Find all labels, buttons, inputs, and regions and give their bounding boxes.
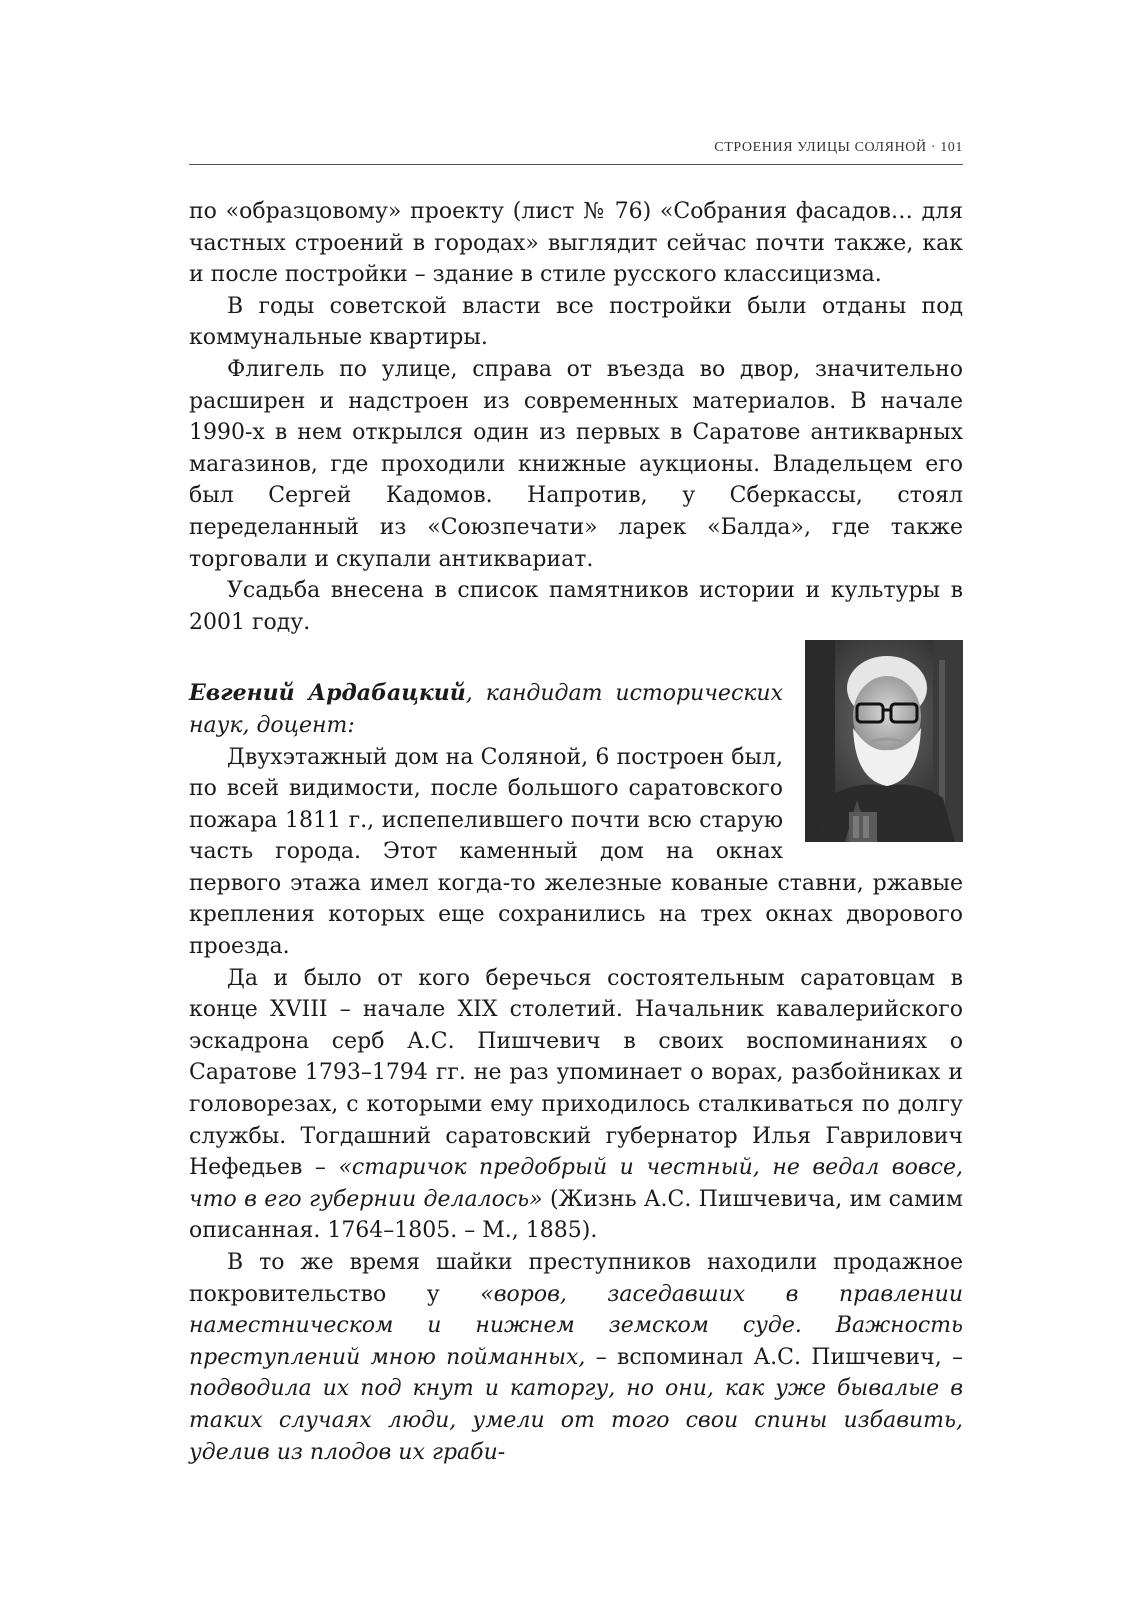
page-body — [189, 196, 963, 1468]
paragraph-text: (Жизнь А.С. Пишчевича, им самим описанная. 1764–1805. – М., 1885). — [189, 1186, 963, 1244]
paragraph-text: Да и было от кого беречься состоятельным саратовцам в конце XVIII – начале XIX столетий. Начальник кавалерийского эскадрона серб А.С. Пишчевич в своих воспоминаниях о Саратове 1793–1794 гг. не раз упоминает о ворах, разбойниках и головорезах, с которыми ему приходилось сталкиваться по долгу службы. Тогдашний саратовский губернатор Илья Гаврилович Нефедьев – — [189, 965, 963, 1181]
paragraph: Усадьба внесена в список памятников истории и культуры в 2001 году. — [189, 578, 963, 635]
paragraph-text: – вспоминал А.С. Пишчевич, – — [585, 1344, 964, 1370]
running-header — [189, 140, 963, 156]
quote: «старичок предобрый и честный, не ведал вовсе, что в его губернии делалось» — [189, 1155, 963, 1212]
paragraph — [189, 963, 963, 1247]
quote: «воров, заседавших в правлении наместническом и нижнем земском суде. Важность преступлений мною пойманных, — [189, 1281, 963, 1370]
paragraph: Флигель по улице, справа от въезда во двор, значительно расширен и надстроен из современных материалов. В начале 1990-х в нем открылся один из первых в Саратове антикварных магазинов, где проходили книжные аукционы. Владельцем его был Сергей Кадомов. Напротив, у Сберкассы, стоял переделанный из «Союзпечати» ларек «Балда», где также торговали и скупали антиквариат. — [189, 356, 963, 572]
paragraph — [189, 1247, 963, 1468]
quote: подводила их под кнут и каторгу, но они, как уже бывалые в таких случаях люди, умели от того свои спины избавить, уделив из плодов их граби- — [189, 1376, 963, 1465]
paragraph-text: В то же время шайки преступников находили продажное покровительство у — [189, 1250, 963, 1307]
paragraph: по «образцовому» проекту (лист № 76) «Собрания фасадов… для частных строений в городах» выглядит сейчас почти также, как и после постройки – здание в стиле русского классицизма. — [189, 199, 963, 288]
author-name: Евгений Ардабацкий — [189, 680, 466, 707]
page-number: 101 — [940, 140, 963, 155]
author-title: , кандидат исторических наук, доцент: — [189, 681, 783, 738]
running-title: СТРОЕНИЯ УЛИЦЫ СОЛЯНОЙ — [714, 140, 927, 155]
portrait-image — [805, 640, 963, 842]
paragraph: Двухэтажный дом на Соляной, 6 построен был, по всей видимости, после большого саратовского пожара 1811 г., испепелившего почти всю старую часть города. Этот каменный дом на окнах первого этажа имел когда-то железные кованые ставни, ржавые крепления которых еще сохранились на трех окнах дворового проезда. — [189, 744, 963, 960]
header-separator: · — [926, 140, 941, 155]
header-rule — [189, 164, 963, 165]
author-portrait-photo — [805, 640, 963, 842]
paragraph: В годы советской власти все постройки были отданы под коммунальные квартиры. — [189, 293, 963, 351]
